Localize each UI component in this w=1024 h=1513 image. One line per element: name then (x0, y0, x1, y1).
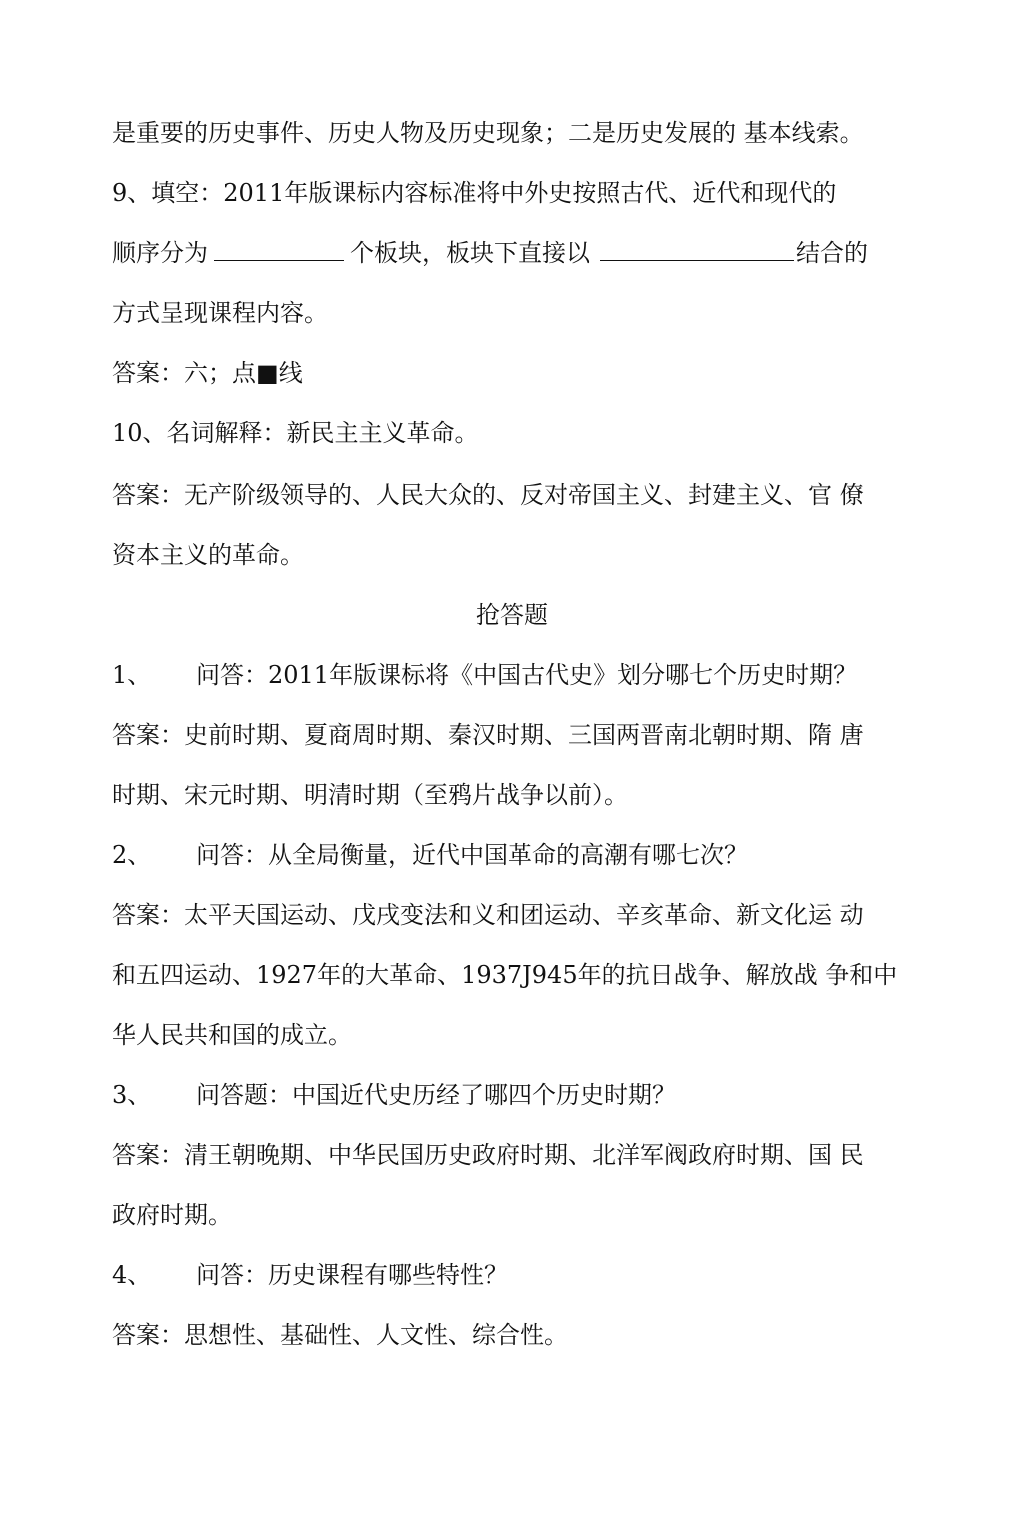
question-3-text: 问答题：中国近代史历经了哪四个历史时期？ (196, 1081, 676, 1109)
answer-2-line-3: 华人民共和国的成立。 (112, 1021, 352, 1049)
question-9-text-c: 结合的 (796, 239, 868, 267)
question-9-line-1: 9、填空：2011年版课标内容标准将中外史按照古代、近代和现代的 (112, 179, 837, 207)
question-2 (112, 840, 912, 870)
answer-2-line-1: 答案：太平天国运动、戊戌变法和义和团运动、辛亥革命、新文化运 动 (112, 901, 864, 929)
question-10: 10、名词解释：新民主主义革命。 (112, 419, 479, 447)
fill-blank-1 (214, 242, 344, 261)
question-1-text: 问答：2011年版课标将《中国古代史》划分哪七个历史时期？ (196, 661, 858, 689)
text-line: 是重要的历史事件、历史人物及历史现象；二是历史发展的 基本线索。 (112, 119, 864, 147)
question-4 (112, 1260, 912, 1290)
question-9-text-a: 顺序分为 (112, 239, 208, 267)
answer-3-line-1: 答案：清王朝晚期、中华民国历史政府时期、北洋军阀政府时期、国 民 (112, 1141, 864, 1169)
square-glyph: ■ (256, 359, 279, 387)
question-2-text: 问答：从全局衡量，近代中国革命的高潮有哪七次？ (196, 841, 748, 869)
section-title: 抢答题 (476, 601, 548, 629)
answer-1-line-1: 答案：史前时期、夏商周时期、秦汉时期、三国两晋南北朝时期、隋 唐 (112, 721, 864, 749)
question-9-line-2 (112, 238, 912, 268)
answer-10-line-1: 答案：无产阶级领导的、人民大众的、反对帝国主义、封建主义、官 僚 (112, 481, 864, 509)
question-1-number: 1、 (112, 661, 152, 689)
answer-1-line-2: 时期、宋元时期、明清时期（至鸦片战争以前）。 (112, 781, 628, 809)
answer-10-line-2: 资本主义的革命。 (112, 541, 304, 569)
answer-9 (112, 358, 912, 388)
question-2-number: 2、 (112, 841, 152, 869)
question-4-number: 4、 (112, 1261, 152, 1289)
answer-9-text-b: 线 (278, 359, 303, 387)
question-3 (112, 1080, 912, 1110)
question-4-text: 问答：历史课程有哪些特性？ (196, 1261, 508, 1289)
question-1 (112, 660, 912, 690)
answer-4: 答案：思想性、基础性、人文性、综合性。 (112, 1321, 568, 1349)
question-9-line-3: 方式呈现课程内容。 (112, 299, 328, 327)
question-9-text-b: 个板块，板块下直接以 (350, 239, 590, 267)
answer-2-line-2: 和五四运动、1927年的大革命、1937J945年的抗日战争、解放战 争和中 (112, 961, 898, 989)
fill-blank-2 (600, 242, 794, 261)
question-3-number: 3、 (112, 1081, 152, 1109)
answer-3-line-2: 政府时期。 (112, 1201, 232, 1229)
answer-9-text-a: 答案：六；点 (112, 359, 256, 387)
